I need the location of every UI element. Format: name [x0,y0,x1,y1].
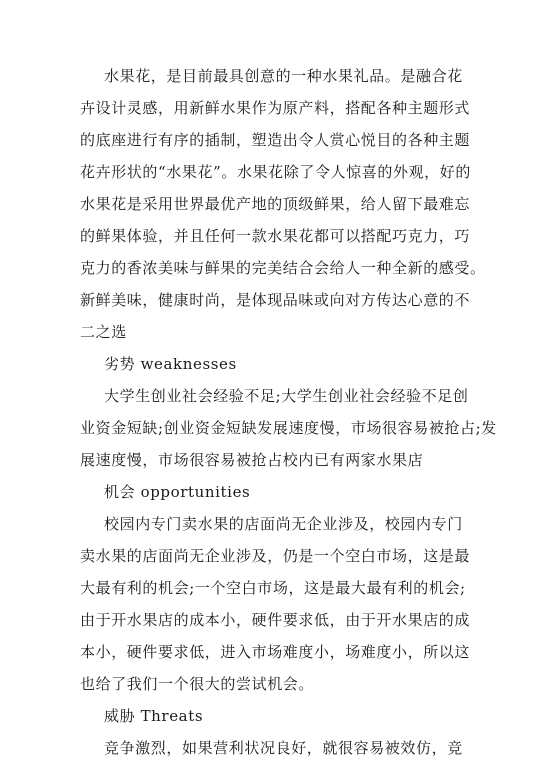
intro-line-3: 的底座进行有序的插制，塑造出令人赏心悦目的各种主题 [80,131,471,149]
intro-line-4: 花卉形状的“水果花”。水果花除了令人惊喜的外观，好的 [80,163,471,181]
weakness-heading: 劣势 weaknesses [104,355,237,373]
weakness-line-3: 展速度慢，市场很容易被抢占校内已有两家水果店 [80,451,424,469]
intro-line-8: 新鲜美味，健康时尚，是体现品味或向对方传达心意的不 [80,291,471,309]
opportunity-line-1: 校园内专门卖水果的店面尚无企业涉及，校园内专门 [104,515,463,533]
opportunity-line-6: 也给了我们一个很大的尝试机会。 [80,675,315,693]
intro-line-2: 卉设计灵感，用新鲜水果作为原产料，搭配各种主题形式 [80,99,471,117]
intro-line-7: 克力的香浓美味与鲜果的完美结合会给人一种全新的感受。 [80,259,486,277]
threat-line-1: 竞争激烈，如果营利状况良好，就很容易被效仿，竞 [104,739,463,757]
opportunity-line-4: 由于开水果店的成本小，硬件要求低，由于开水果店的成 [80,611,471,629]
weakness-line-2: 业资金短缺;创业资金短缺发展速度慢，市场很容易被抢占;发 [80,419,497,437]
intro-line-6: 的鲜果体验，并且任何一款水果花都可以搭配巧克力，巧 [80,227,471,245]
opportunity-line-3: 大最有利的机会;一个空白市场，这是最大最有利的机会; [80,579,466,597]
weakness-line-1: 大学生创业社会经验不足;大学生创业社会经验不足创 [104,387,469,405]
intro-line-1: 水果花，是目前最具创意的一种水果礼品。是融合花 [104,67,463,85]
intro-line-9: 二之选 [80,323,127,341]
opportunity-line-5: 本小，硬件要求低，进入市场难度小，场难度小，所以这 [80,643,471,661]
opportunity-line-2: 卖水果的店面尚无企业涉及，仍是一个空白市场，这是最 [80,547,471,565]
threat-heading: 威胁 Threats [104,707,204,725]
intro-line-5: 水果花是采用世界最优产地的顶级鲜果，给人留下最难忘 [80,195,471,213]
opportunity-heading: 机会 opportunities [104,483,251,501]
